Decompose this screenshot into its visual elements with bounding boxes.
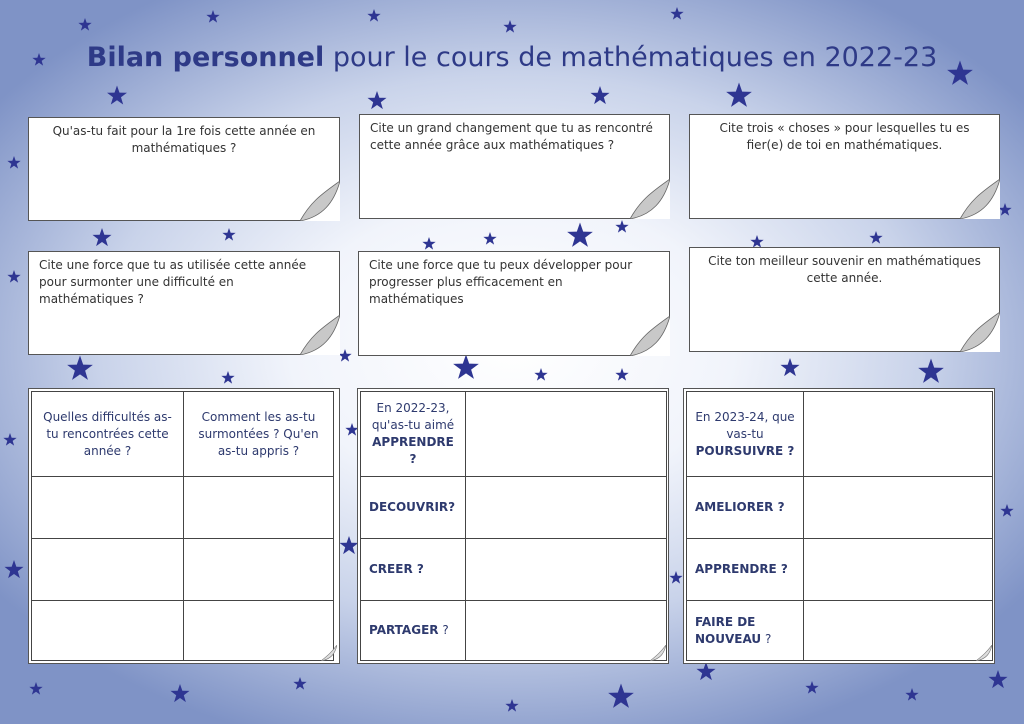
label-poursuivre: POURSUIVRE ?	[695, 443, 795, 458]
answer-cell[interactable]	[32, 477, 184, 539]
note-first-time	[28, 117, 340, 221]
poursuivre-intro: En 2023-24, que vas-tu	[695, 409, 795, 441]
note-text: Cite un grand changement que tu as rencontré cette année grâce aux mathématiques ?	[370, 121, 653, 152]
page-curl-icon	[630, 316, 670, 356]
answer-cell[interactable]	[804, 601, 993, 661]
page-curl-icon	[321, 645, 337, 661]
note-big-change	[359, 114, 670, 219]
answer-cell[interactable]	[32, 601, 184, 661]
answer-cell[interactable]	[804, 539, 993, 601]
answer-cell[interactable]	[804, 392, 993, 477]
note-text: Cite une force que tu as utilisée cette année pour surmonter une difficulté en mathématiques ?	[39, 258, 307, 306]
aime-panel	[357, 388, 669, 664]
label-partager: PARTAGER	[369, 623, 439, 637]
label-decouvrir: DECOUVRIR?	[369, 500, 456, 514]
page-curl-icon	[300, 181, 340, 221]
title-rest: pour le cours de mathématiques en 2022-23	[324, 42, 938, 73]
header-overcome: Comment les as-tu surmontées ? Qu'en as-tu appris ?	[184, 392, 334, 477]
label-apprendre: APPRENDRE ?	[695, 562, 788, 576]
page-curl-icon	[300, 315, 340, 355]
label-faire-q: ?	[761, 631, 772, 646]
label-partager-q: ?	[438, 623, 449, 637]
page-curl-icon	[960, 312, 1000, 352]
note-strength-used	[28, 251, 340, 355]
note-text: Qu'as-tu fait pour la 1re fois cette année en mathématiques ?	[52, 124, 316, 155]
answer-cell[interactable]	[466, 601, 667, 661]
note-strength-develop	[358, 251, 670, 356]
answer-cell[interactable]	[804, 477, 993, 539]
note-text: Cite trois « choses » pour lesquelles tu es fier(e) de toi en mathématiques.	[719, 121, 970, 152]
label-ameliorer: AMELIORER ?	[695, 500, 785, 514]
answer-cell[interactable]	[184, 601, 334, 661]
header-difficulties: Quelles difficultés as-tu rencontrées cette année ?	[32, 392, 184, 477]
label-faire-de-nouveau: FAIRE DE NOUVEAU	[695, 614, 762, 646]
answer-cell[interactable]	[184, 477, 334, 539]
aime-table	[360, 391, 667, 661]
note-text: Cite une force que tu peux développer pour progresser plus efficacement en mathématiques	[369, 258, 633, 306]
poursuivre-panel	[683, 388, 995, 664]
page-curl-icon	[976, 645, 992, 661]
note-best-memory	[689, 247, 1000, 352]
answer-cell[interactable]	[466, 477, 667, 539]
answer-cell[interactable]	[32, 539, 184, 601]
page-curl-icon	[960, 179, 1000, 219]
answer-cell[interactable]	[466, 539, 667, 601]
answer-cell[interactable]	[466, 392, 667, 477]
label-creer: CREER ?	[369, 562, 424, 576]
page-curl-icon	[630, 179, 670, 219]
note-three-things	[689, 114, 1000, 219]
difficulties-panel	[28, 388, 340, 664]
poursuivre-table	[686, 391, 993, 661]
note-text: Cite ton meilleur souvenir en mathématiques cette année.	[708, 254, 981, 285]
difficulties-table	[31, 391, 334, 661]
page-curl-icon	[650, 645, 666, 661]
label-apprendre: APPRENDRE ?	[372, 435, 454, 466]
page-title	[0, 42, 1024, 73]
title-bold: Bilan personnel	[86, 42, 325, 73]
answer-cell[interactable]	[184, 539, 334, 601]
aime-intro: En 2022-23, qu'as-tu aimé	[371, 401, 455, 432]
